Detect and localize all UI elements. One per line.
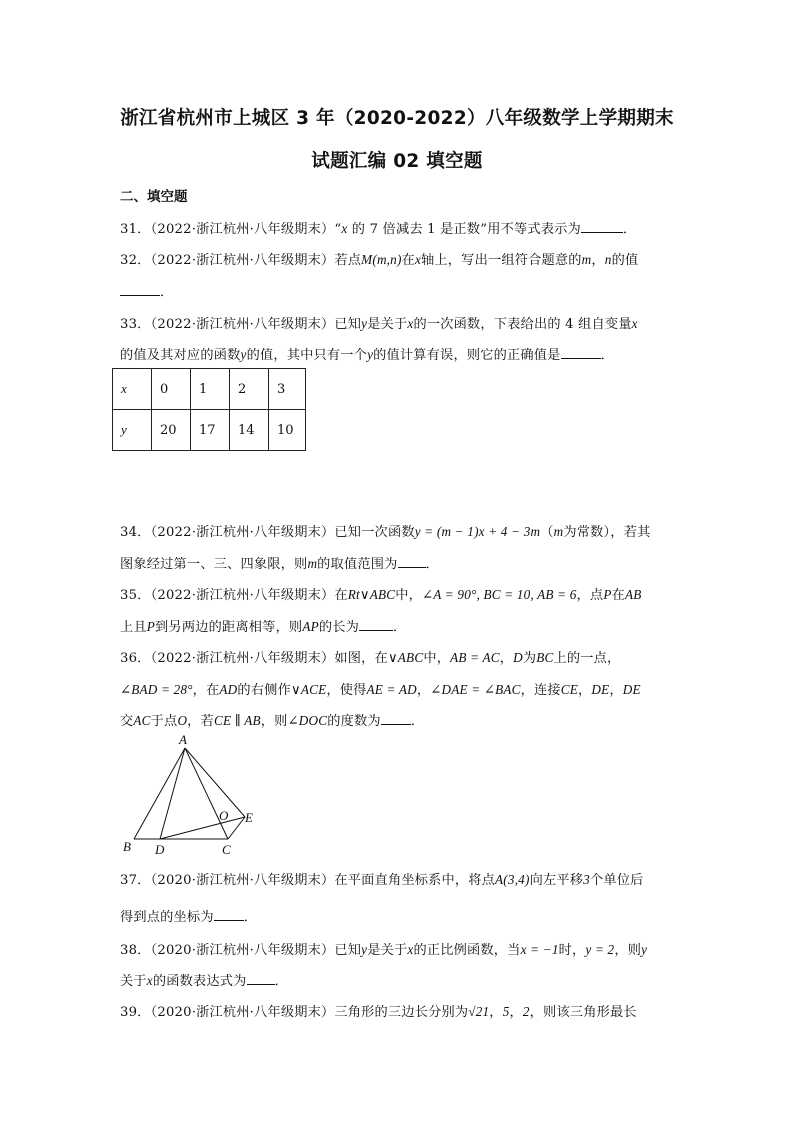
question-source: （2020·浙江杭州·八年级期末） <box>150 1005 335 1020</box>
triangle-figure <box>118 730 268 860</box>
answer-blank <box>247 972 275 985</box>
question-38: 38．（2020·浙江杭州·八年级期末）已知y是关于x的正比例函数，当x = −1时，y = 2，则y <box>120 942 648 958</box>
label-a: A <box>179 732 187 747</box>
table-cell: 10 <box>269 410 306 451</box>
value-table <box>112 368 306 451</box>
question-source: （2020·浙江杭州·八年级期末） <box>150 943 335 958</box>
question-32-line-2: ． <box>120 281 173 300</box>
answer-blank <box>581 220 623 233</box>
question-number: 33． <box>120 317 151 332</box>
section-heading: 二、填空题 <box>120 189 188 205</box>
question-source: （2022·浙江杭州·八年级期末） <box>150 525 335 540</box>
question-number: 35． <box>120 588 151 603</box>
question-31: 31．（2022·浙江杭州·八年级期末）“x 的 7 倍减去 1 是正数”用不等式表示为 ． <box>120 221 637 237</box>
segment-de <box>160 817 245 839</box>
question-32: 32．（2022·浙江杭州·八年级期末）若点M(m,n)在x轴上，写出一组符合题意的m，n的值 <box>120 252 639 268</box>
table-cell: y <box>113 410 152 451</box>
segment-ae <box>185 748 245 817</box>
table-cell: 17 <box>191 410 230 451</box>
question-number: 36． <box>120 651 151 666</box>
label-o: O <box>219 808 229 823</box>
table-row <box>113 369 306 410</box>
question-number: 37． <box>120 873 151 888</box>
answer-blank <box>381 712 411 725</box>
question-source: （2022·浙江杭州·八年级期末） <box>150 588 335 603</box>
table-cell: 20 <box>152 410 191 451</box>
question-source: （2022·浙江杭州·八年级期末） <box>150 651 335 666</box>
segment-ac <box>185 748 228 839</box>
question-number: 31． <box>120 222 151 237</box>
document-title-line-2: 试题汇编 02 填空题 <box>311 151 483 172</box>
question-36-line-2: ∠BAD = 28°，在AD的右侧作∨ACE，使得AE = AD，∠DAE = ∠BAC，连接CE，DE，DE <box>120 682 641 698</box>
table-cell: 2 <box>230 369 269 410</box>
table-row <box>113 410 306 451</box>
question-34-line-2: 图象经过第一、三、四象限，则m的取值范围为 ． <box>120 556 439 572</box>
question-37-line-2: 得到点的坐标为 ． <box>120 910 258 925</box>
segment-ab <box>134 748 185 839</box>
answer-blank <box>120 283 160 296</box>
answer-blank <box>398 555 426 568</box>
answer-blank <box>561 346 601 359</box>
question-37: 37．（2020·浙江杭州·八年级期末）在平面直角坐标系中，将点A(3,4)向左平移3个单位后 <box>120 872 644 888</box>
answer-blank <box>214 908 244 921</box>
segment-ad <box>160 748 185 839</box>
label-c: C <box>222 842 231 857</box>
question-number: 34． <box>120 525 151 540</box>
question-33: 33．（2022·浙江杭州·八年级期末）已知y是关于x的一次函数，下表给出的 4 组自变量x <box>120 316 638 332</box>
question-source: （2020·浙江杭州·八年级期末） <box>150 873 335 888</box>
question-39: 39．（2020·浙江杭州·八年级期末）三角形的三边长分别为√21，5，2，则该三角形最长 <box>120 1004 637 1020</box>
question-source: （2022·浙江杭州·八年级期末） <box>150 317 335 332</box>
question-36-line-3: 交AC于点O，若CE ∥ AB，则∠DOC的度数为 ． <box>120 713 425 729</box>
question-source: （2022·浙江杭州·八年级期末） <box>150 222 335 237</box>
answer-blank <box>359 618 393 631</box>
table-cell: 0 <box>152 369 191 410</box>
question-35-line-2: 上且P到另两边的距离相等，则AP的长为 ． <box>120 619 407 635</box>
table-cell: 3 <box>269 369 306 410</box>
question-38-line-2: 关于x的函数表达式为 ． <box>120 973 288 989</box>
document-title-line-1: 浙江省杭州市上城区 3 年（2020-2022）八年级数学上学期期末 <box>120 108 674 129</box>
label-d: D <box>155 842 165 857</box>
question-35: 35．（2022·浙江杭州·八年级期末）在Rt∨ABC中，∠A = 90°, BC = 10, AB = 6，点P在AB <box>120 587 642 603</box>
question-source: （2022·浙江杭州·八年级期末） <box>150 253 335 268</box>
table-cell: x <box>113 369 152 410</box>
question-number: 38． <box>120 943 151 958</box>
question-36: 36．（2022·浙江杭州·八年级期末）如图，在∨ABC中，AB = AC，D为BC上的一点， <box>120 650 621 666</box>
question-33-line-2: 的值及其对应的函数y的值，其中只有一个y的值计算有误，则它的正确值是 ． <box>120 347 614 363</box>
table-cell: 1 <box>191 369 230 410</box>
label-e: E <box>245 810 253 825</box>
question-number: 39． <box>120 1005 151 1020</box>
label-b: B <box>123 839 131 854</box>
question-number: 32． <box>120 253 151 268</box>
table-cell: 14 <box>230 410 269 451</box>
question-34: 34．（2022·浙江杭州·八年级期末）已知一次函数y = (m − 1)x + 4 − 3m（m为常数），若其 <box>120 524 651 540</box>
